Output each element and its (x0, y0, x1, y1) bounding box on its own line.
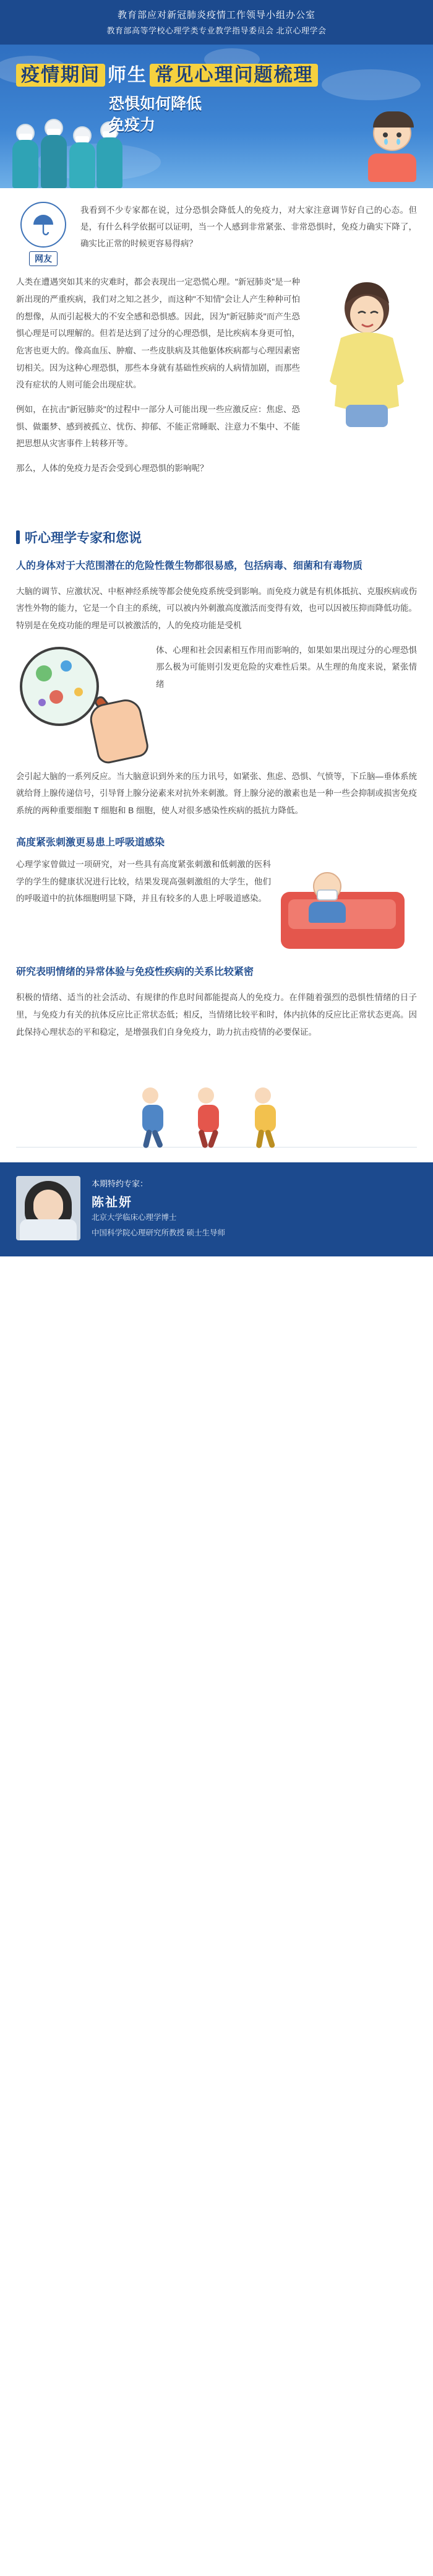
runners-illustration (16, 1055, 417, 1136)
hero-title-line-1 (16, 59, 147, 87)
netizen-question-text: 我看到不少专家都在说，过分恐惧会降低人的免疫力，对大家注意调节好自己的心态。但是，有什么科学依据可以证明，当一个人感到非常紧张、非常恐惧时，免疫力确实下降了，确实比正常的时候更容易得病？ (80, 205, 417, 249)
netizen-avatar-block (16, 202, 71, 266)
anxious-woman-illustration (310, 276, 418, 431)
couch-patient-illustration (16, 856, 417, 953)
expert-footer (0, 1162, 433, 1256)
body-paragraph-1: 人类在遭遇突如其来的灾难时，都会表现出一定恐慌心理。"新冠肺炎"是一种新出现的严重疾病，我们对之知之甚少，而这种"不知情"会让人产生种种可怕的想像，从而引起极大的不安全感和恐惧感。因此，因为"新冠肺炎"而产生恐惧心理是可以理解的。但若是达到了过分的心理恐惧，是比疾病本身更可怕，危害也更大的。像高血压、肿瘤、一些皮肤病及其他躯体疾病都与心理因素密切相关。因为这种心理恐惧，那些本身就有基础性疾病的人病情加剧，而那些没有症状的人则可能会出现症状。 (16, 277, 300, 390)
expert-label: 本期特约专家： (92, 1179, 148, 1189)
section-heading-text: 听心理学专家和您说 (25, 530, 142, 545)
section-heading (16, 528, 417, 547)
subsection-2-heading: 高度紧张刺激更易患上呼吸道感染 (16, 837, 165, 848)
netizen-question-block (0, 188, 433, 270)
avatar (20, 202, 66, 248)
magnifier-germ-illustration (16, 642, 417, 764)
expert-photo (16, 1176, 80, 1240)
subsection-2-paragraph-1: 心理学家曾做过一项研究，对一些具有高度紧张刺激和低刺激的医科学的学生的健康状况进行比较，结果发现高强刺激组的大学生，他们的呼吸道中的抗体细胞明显下降，并且有较多的人患上呼吸道感染。 (16, 859, 271, 904)
body-paragraph-3: 那么，人体的免疫力是否会受到心理恐惧的影响呢？ (16, 463, 208, 473)
expert-info (92, 1176, 225, 1240)
expert-org-1: 北京大学临床心理学博士 (92, 1213, 177, 1222)
body-paragraph-2: 例如，在抗击"新冠肺炎"的过程中一部分人可能出现一些应激反应：焦虑、恐惧、做噩梦、感到被孤立、忧伤、抑郁、不能正常睡眠、注意力不集中、不能把思想从灾害事件上转移开等。 (16, 404, 300, 449)
expert-name: 陈祉妍 (92, 1196, 132, 1210)
org-line-1: 教育部应对新冠肺炎疫情工作领导小组办公室 (117, 10, 315, 20)
umbrella-icon (31, 212, 56, 237)
hero-subtitle (109, 94, 202, 136)
anxious-woman-figure (310, 276, 418, 431)
subsection-1-paragraph-1: 大脑的调节、应激状况、中枢神经系统等都会使免疫系统受到影响。而免疫力就是有机体抵抗、克服疾病或伤害性外物的能力，它是一个自主的系统，可以被内外刺激高度激活而变得有效，也可以因被压抑而降低功能。特别是在免疫功能的理是可以被激活的，人的免疫功能是受机 (16, 586, 417, 631)
subsection-1-heading: 人的身体对于大范围潜在的危险性微生物都很易感，包括病毒、细菌和有毒物质 (16, 560, 363, 571)
hero-title-rest-1: 师生 (108, 65, 147, 86)
hero-title-highlight-1: 疫情期间 (16, 64, 105, 87)
hand-illustration (87, 696, 150, 765)
hero-subtitle-line-a: 恐惧如何降低 (109, 95, 202, 113)
hero-title (0, 45, 433, 136)
germ-circle (20, 647, 99, 726)
subsection-3-paragraph-1: 积极的情绪、适当的社会活动、有规律的作息时间都能提高人的免疫力。在伴随着强烈的恐惧性情绪的日子里，与免疫力有关的抗体反应比正常状态低；相反，当情绪比较平和时，体内抗体的反应比正常状态更高。因此保持心理状态的平和稳定，是增强我们自身免疫力，助力抗击疫情的必要保证。 (16, 993, 417, 1037)
body-with-illustration (0, 270, 433, 397)
hero-banner (0, 45, 433, 188)
infographic-page (0, 0, 433, 1256)
org-line-2: 教育部高等学校心理学类专业教学指导委员会 北京心理学会 (106, 25, 327, 35)
hero-subtitle-line-b: 免疫力 (109, 116, 156, 134)
netizen-label: 网友 (29, 251, 58, 266)
footer-divider (16, 1147, 417, 1148)
expert-org-2: 中国科学院心理研究所教授 硕士生导师 (92, 1228, 225, 1237)
hero-title-line-2 (150, 59, 318, 87)
heading-accent-bar (16, 530, 20, 544)
sick-person (306, 872, 349, 923)
subsection-3-heading: 研究表明情绪的异常体验与免疫性疾病的关系比较紧密 (16, 966, 254, 977)
subsection-1-paragraph-3: 会引起大脑的一系列反应。当大脑意识到外来的压力讯号，如紧张、焦虑、恐惧、气愤等，下丘脑—垂体系统就给肾上腺传递信号，引导肾上腺分泌素来对抗外来刺激。肾上腺分泌的激素也是一种一些会抑制或损害免疫系统的两种重要细胞 T 细胞和 B 细胞，使人对很多感染性疾病的抵抗力降低。 (16, 771, 417, 816)
organization-banner (0, 0, 433, 45)
subsection-1-paragraph-2: 体、心理和社会因素相互作用而影响的，如果如果出现过分的心理恐惧那么极为可能则引发更危险的灾难性后果。从生理的角度来说，紧张情绪 (156, 645, 417, 689)
hero-title-highlight-2: 常见心理问题梳理 (150, 64, 318, 87)
